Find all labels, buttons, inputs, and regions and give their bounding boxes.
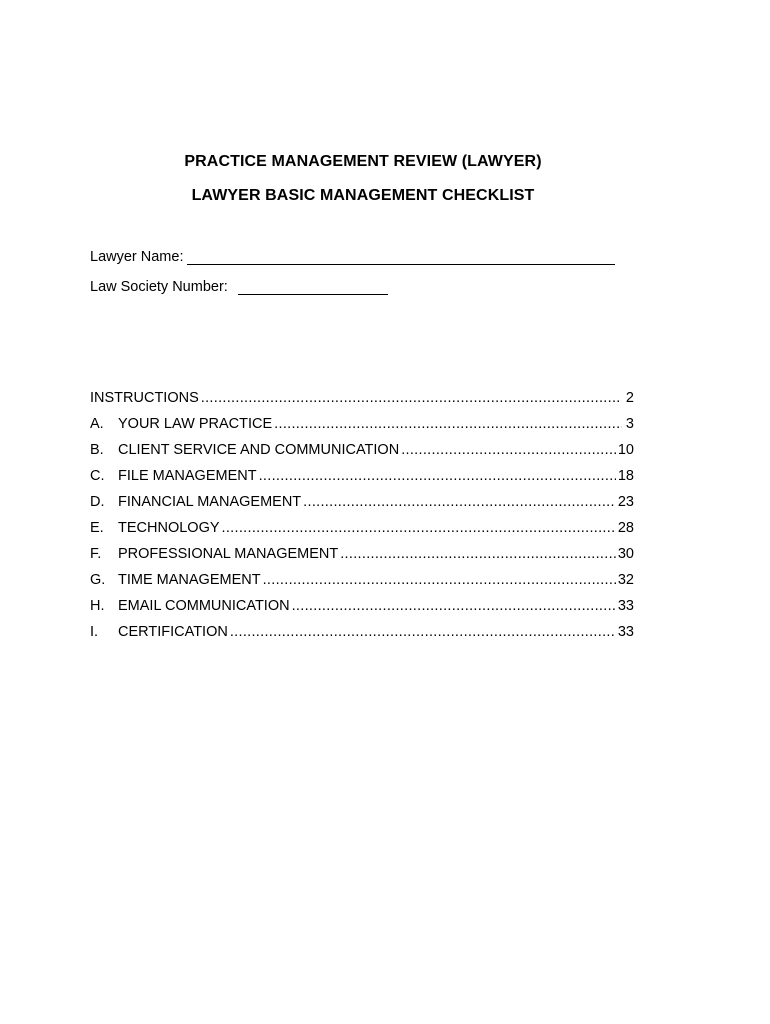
table-of-contents <box>90 390 634 650</box>
toc-item-letter: B. <box>90 442 104 458</box>
toc-item-page: 32 <box>617 572 634 588</box>
toc-item-page: 30 <box>617 546 634 562</box>
toc-leader-dots <box>263 572 616 588</box>
law-society-number-field <box>90 279 388 295</box>
toc-item-title: CERTIFICATION <box>118 624 228 640</box>
lawyer-name-label: Lawyer Name: <box>90 249 184 265</box>
toc-item-page: 10 <box>617 442 634 458</box>
toc-item-letter: I. <box>90 624 99 640</box>
toc-item-letter: G. <box>90 572 106 588</box>
toc-item-letter: F. <box>90 546 102 562</box>
toc-item-page: 3 <box>625 416 634 432</box>
toc-leader-dots <box>303 494 616 510</box>
toc-item-title: CLIENT SERVICE AND COMMUNICATION <box>118 442 400 458</box>
toc-item-page: 33 <box>617 598 634 614</box>
toc-item <box>90 546 634 572</box>
toc-leader-dots <box>230 624 616 640</box>
toc-leader-dots <box>259 468 616 484</box>
toc-item-title: PROFESSIONAL MANAGEMENT <box>118 546 339 562</box>
toc-item-letter: E. <box>90 520 104 536</box>
toc-item-page: 28 <box>617 520 634 536</box>
toc-leader-dots <box>274 416 622 432</box>
toc-item <box>90 494 634 520</box>
toc-item-title: YOUR LAW PRACTICE <box>118 416 273 432</box>
law-society-number-label: Law Society Number: <box>90 279 228 295</box>
toc-item-letter: C. <box>90 468 105 484</box>
lawyer-name-blank[interactable] <box>187 250 615 265</box>
toc-item <box>90 442 634 468</box>
toc-item-letter: D. <box>90 494 105 510</box>
toc-leader-dots <box>201 390 622 406</box>
toc-leader-dots <box>401 442 616 458</box>
toc-item-title: TECHNOLOGY <box>118 520 220 536</box>
toc-item <box>90 468 634 494</box>
toc-item-title: TIME MANAGEMENT <box>118 572 261 588</box>
toc-item-title: EMAIL COMMUNICATION <box>118 598 290 614</box>
toc-leader-dots <box>222 520 616 536</box>
lawyer-name-field <box>90 249 615 265</box>
document-subtitle: LAWYER BASIC MANAGEMENT CHECKLIST <box>191 187 535 204</box>
toc-item <box>90 572 634 598</box>
document-title: PRACTICE MANAGEMENT REVIEW (LAWYER) <box>184 153 542 170</box>
toc-leader-dots <box>340 546 616 562</box>
toc-item-page: 18 <box>617 468 634 484</box>
toc-item-title: INSTRUCTIONS <box>90 390 199 406</box>
toc-item <box>90 390 634 416</box>
toc-item-letter: H. <box>90 598 105 614</box>
toc-item <box>90 598 634 624</box>
toc-item <box>90 520 634 546</box>
toc-item <box>90 624 634 650</box>
toc-item-letter: A. <box>90 416 104 432</box>
toc-leader-dots <box>292 598 616 614</box>
toc-item-page: 2 <box>625 390 634 406</box>
toc-item-page: 23 <box>617 494 634 510</box>
toc-item-title: FINANCIAL MANAGEMENT <box>118 494 302 510</box>
law-society-number-blank[interactable] <box>238 280 388 295</box>
toc-item-page: 33 <box>617 624 634 640</box>
toc-item-title: FILE MANAGEMENT <box>118 468 257 484</box>
toc-item <box>90 416 634 442</box>
